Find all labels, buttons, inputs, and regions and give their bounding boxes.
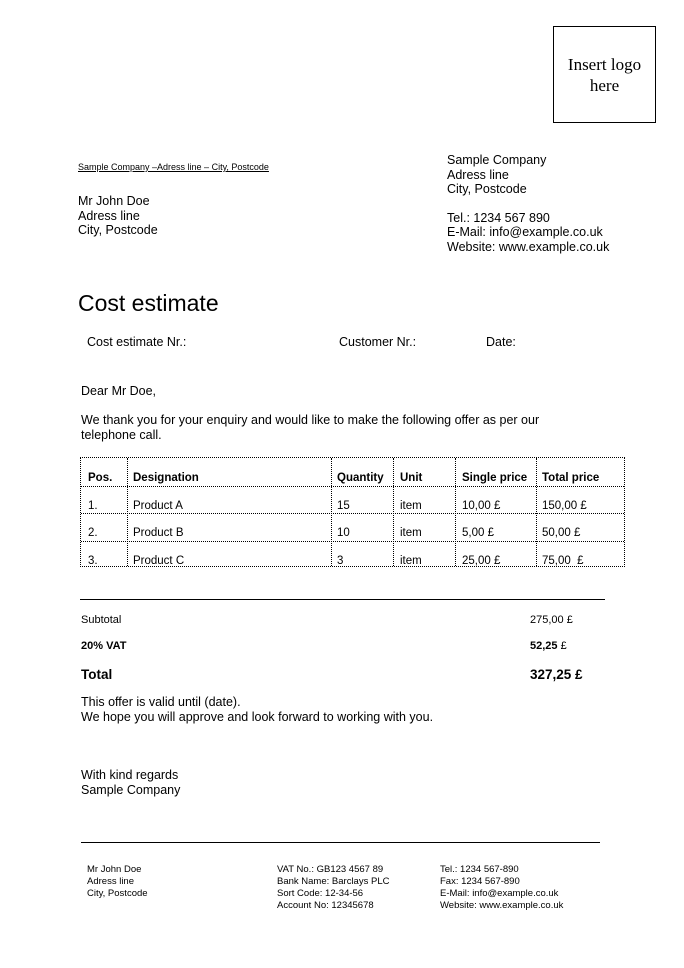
footer-address [87,864,148,900]
cell-total-price: 150,00 £ [542,500,587,512]
company-city: City, Postcode [447,182,527,196]
footer-name: Mr John Doe [87,864,142,875]
footer-contact [440,864,563,912]
vat-amount: 52,25 [530,640,558,652]
total-label: Total [81,667,113,682]
footer-street: Adress line [87,876,134,887]
document-title: Cost estimate [78,290,219,316]
company-website: Website: www.example.co.uk [447,239,610,254]
cell-single-price: 25,00 £ [462,555,501,567]
header-single-price: Single price [462,472,528,484]
footer-bank-name: Bank Name: Barclays PLC [277,876,390,887]
footer-tel: Tel.: 1234 567-890 [440,864,519,875]
cell-designation: Product C [133,555,185,567]
company-info [447,153,609,254]
validity-line: This offer is valid until (date). [81,695,241,709]
vat-label: 20% VAT [81,640,127,652]
cell-unit: item [400,555,422,567]
salutation: Dear Mr Doe, [81,384,157,398]
items-table [80,457,625,567]
date-label: Date: [486,335,516,349]
signature-line: Sample Company [81,783,181,797]
company-address: Adress line [447,167,509,182]
company-name: Sample Company [447,153,547,167]
logo-text-line2: here [589,75,620,95]
footer-sort-code: Sort Code: 12-34-56 [277,888,364,899]
recipient-address [78,194,158,238]
footer-account-no: Account No: 12345678 [277,900,374,911]
footer-email: E-Mail: info@example.co.uk [440,888,559,899]
cell-single-price: 5,00 £ [462,527,494,539]
cell-pos: 3. [88,555,98,567]
header-unit: Unit [400,472,423,484]
cell-designation: Product A [133,500,183,512]
total-value: 327,25 £ [530,667,583,682]
cell-quantity: 10 [337,527,350,539]
totals-divider [80,599,605,600]
regards-line: With kind regards [81,768,179,782]
header-designation: Designation [133,472,199,484]
cell-designation: Product B [133,527,184,539]
cell-total-price: 50,00 £ [542,527,581,539]
footer-bank-info [277,864,389,912]
logo-text-line1: Insert logo [567,54,642,74]
intro-line-2: telephone call. [81,428,162,442]
footer-website: Website: www.example.co.uk [440,900,564,911]
cell-single-price: 10,00 £ [462,500,501,512]
cell-quantity: 15 [337,500,350,512]
cell-unit: item [400,527,422,539]
vat-value [530,640,567,652]
header-quantity: Quantity [337,472,384,484]
estimate-number-label: Cost estimate Nr.: [87,335,187,349]
customer-number-label: Customer Nr.: [339,335,417,349]
footer-vat-no: VAT No.: GB123 4567 89 [277,864,384,875]
cell-quantity: 3 [337,555,344,567]
company-tel: Tel.: 1234 567 890 [447,210,550,225]
recipient-name: Mr John Doe [78,194,150,208]
recipient-city: City, Postcode [78,223,158,237]
vat-currency: £ [560,640,567,652]
subtotal-value: 275,00 £ [530,614,573,626]
footer-city: City, Postcode [87,888,148,899]
recipient-street: Adress line [78,208,140,223]
cell-pos: 2. [88,527,98,539]
header-pos: Pos. [88,472,113,484]
cell-unit: item [400,500,422,512]
company-email: E-Mail: info@example.co.uk [447,225,603,239]
cell-pos: 1. [88,500,98,512]
logo-placeholder [553,26,656,123]
header-total-price: Total price [542,472,600,484]
cell-total-price: 75,00 £ [542,555,584,567]
footer-divider [81,842,600,843]
intro-line-1: We thank you for your enquiry and would like to make the following offer as per our [81,413,540,427]
subtotal-label: Subtotal [81,614,122,626]
hope-line: We hope you will approve and look forward to working with you. [81,710,434,724]
footer-fax: Fax: 1234 567-890 [440,876,520,887]
sender-return-address: Sample Company –Adress line – City, Postcode [78,162,269,172]
